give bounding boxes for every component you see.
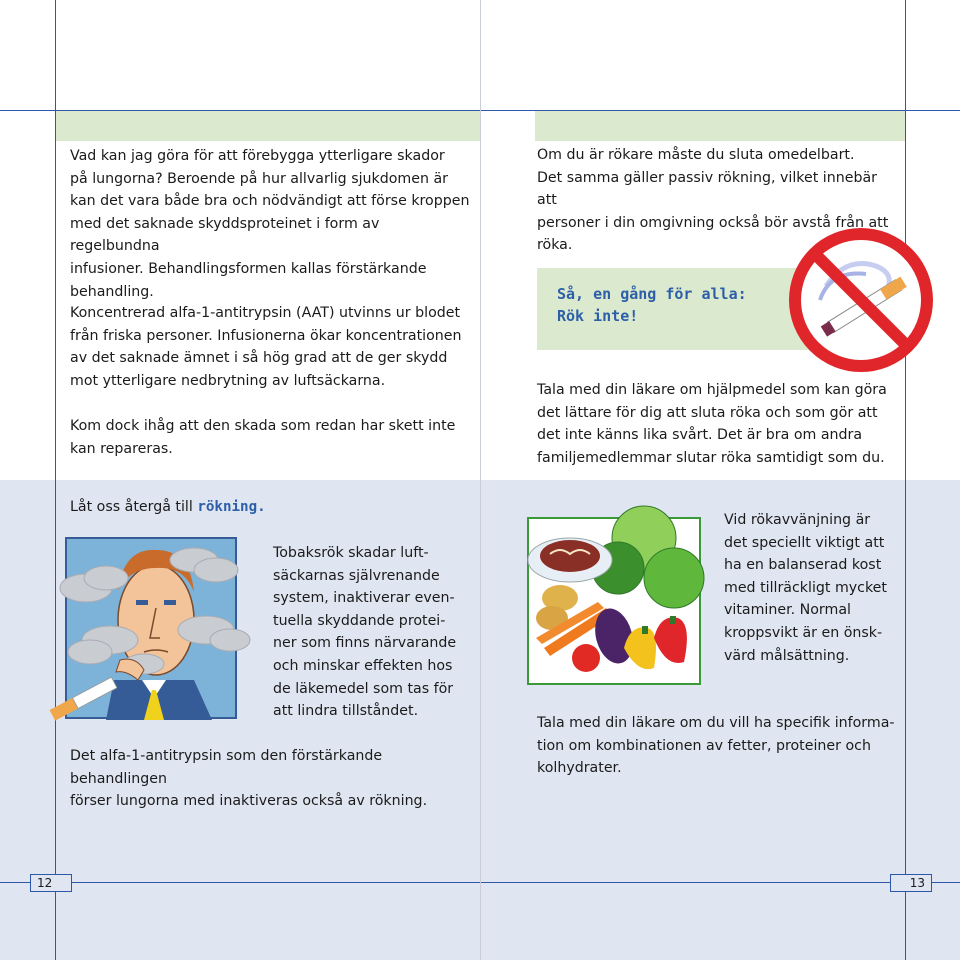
- left-bottom-paragraph: Det alfa-1-antitrypsin som den förstärkande behandlingen förser lungorna med inaktiveras också av rökning.: [70, 748, 428, 810]
- diet-text: Vid rökavvänjning är det speciellt viktigt att ha en balanserad kost med tillräckligt mycket vitaminer. Normal kroppsvikt är en önsk- värd målsättning.: [724, 512, 887, 664]
- right-paragraph-2: Tala med din läkare om hjälpmedel som kan göra det lättare för dig att sluta röka och som gör att det inte känns lika svårt. Det är bra om andra familjemedlemmar slutar röka samtidigt som du.: [537, 382, 887, 466]
- no-smoking-icon: [786, 226, 936, 374]
- left-paragraph-1: Vad kan jag göra för att förebygga ytterligare skador på lungorna? Beroende på hur allvarlig sjukdomen är kan det vara både bra och nödvändigt att förse kroppen med det saknade skyddsproteinet i form av regelbundna infusioner. Behandlingsformen kallas förstärkande behandling.: [70, 148, 470, 300]
- smoke-damage-text: Tobaksrök skadar luft- säckarnas självrenande system, inaktiverar even- tuella skyddande protei- ner som finns närvarande och minskar effekten hos de läkemedel som tas för att lindra tillståndet.: [273, 545, 457, 720]
- left-paragraph-2: Koncentrerad alfa-1-antitrypsin (AAT) utvinns ur blodet från friska personer. Infusionerna ökar koncentrationen av det saknade ämnet i så hög grad att de ger skydd mot ytterligare nedbrytning av luftsäckarna.: [70, 305, 462, 389]
- right-header-band: [535, 111, 905, 141]
- gutter-rule: [480, 0, 481, 960]
- left-paragraph-3: Kom dock ihåg att den skada som redan har skett inte kan repareras.: [70, 418, 456, 457]
- right-paragraph-1: Om du är rökare måste du sluta omedelbart. Det samma gäller passiv rökning, vilket innebär att personer i din omgivning också bör avstå från att röka.: [537, 147, 889, 254]
- smoking-highlight: rökning.: [197, 499, 266, 515]
- smoking-man-illustration: [44, 530, 264, 730]
- right-margin-rule: [905, 0, 906, 960]
- left-margin-rule: [55, 0, 56, 960]
- vegetables-illustration: [514, 498, 714, 690]
- left-header-band: [55, 111, 480, 141]
- quit-smoking-callout-text: Så, en gång för alla: Rök inte!: [557, 285, 747, 325]
- page-number-right: 13: [890, 874, 932, 892]
- page-number-left: 12: [30, 874, 72, 892]
- right-info-paragraph: Tala med din läkare om du vill ha specifik informa- tion om kombinationen av fetter, proteiner och kolhydrater.: [537, 715, 895, 777]
- return-to-smoking-line: Låt oss återgå till rökning.: [70, 499, 266, 515]
